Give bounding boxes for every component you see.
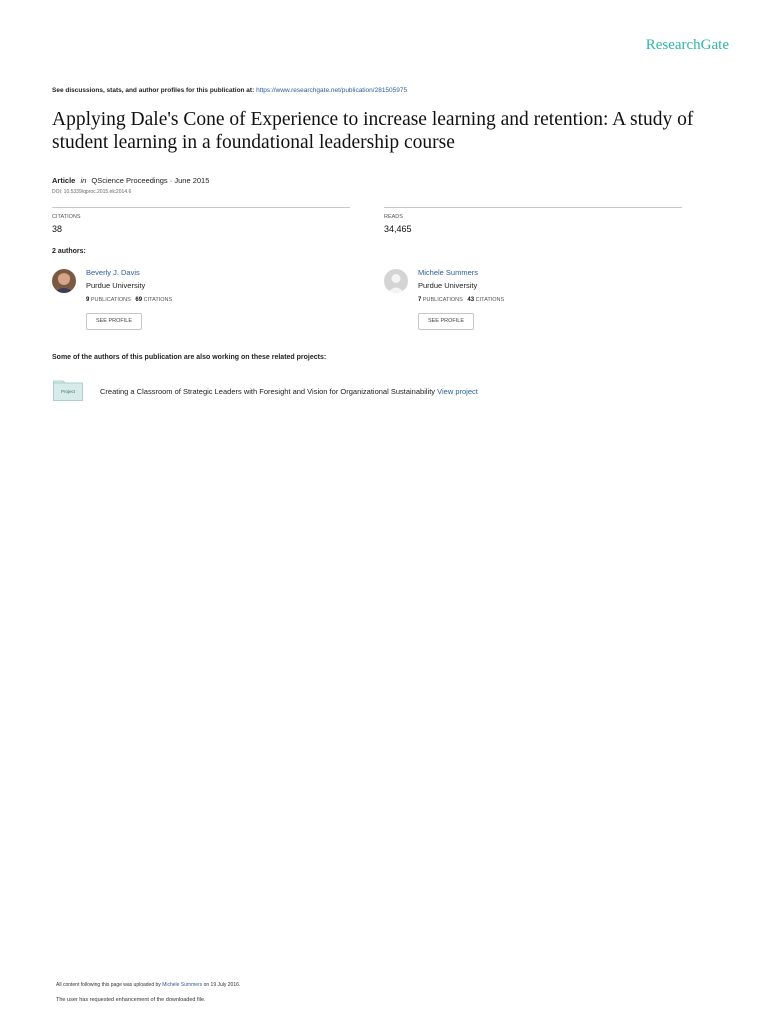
author-institution: Purdue University bbox=[86, 281, 146, 290]
journal-name[interactable]: QScience Proceedings bbox=[91, 176, 168, 185]
author-citations-count: 43 bbox=[467, 297, 475, 303]
author-avatar[interactable] bbox=[52, 269, 76, 293]
doi[interactable]: DOI: 10.5339/qproc.2015.elc2014.6 bbox=[52, 189, 132, 195]
article-type: Article bbox=[52, 176, 76, 185]
upload-prefix: All content following this page was uploaded by bbox=[56, 982, 161, 988]
authors-heading: 2 authors: bbox=[52, 248, 86, 255]
reads-value: 34,465 bbox=[384, 224, 412, 234]
author-citations-count: 69 bbox=[135, 297, 143, 303]
discussion-prefix: See discussions, stats, and author profiles for this publication at: bbox=[52, 87, 255, 94]
publication-url-link[interactable]: https://www.researchgate.net/publication/281505975 bbox=[256, 87, 408, 94]
discussion-line bbox=[52, 87, 407, 94]
see-profile-button[interactable]: SEE PROFILE bbox=[86, 313, 142, 330]
author-publications-label: PUBLICATIONS bbox=[422, 297, 463, 303]
author-citations-label: CITATIONS bbox=[475, 297, 505, 303]
related-projects-heading: Some of the authors of this publication are also working on these related projects: bbox=[52, 354, 327, 361]
author-institution: Purdue University bbox=[418, 281, 478, 290]
author-publications-count: 9 bbox=[86, 297, 90, 303]
uploader-link[interactable]: Michele Summers bbox=[162, 982, 203, 988]
author-avatar-placeholder[interactable] bbox=[384, 269, 408, 293]
view-project-link[interactable]: View project bbox=[437, 387, 478, 396]
publication-title: Applying Dale's Cone of Experience to increase learning and retention: A study of student learning in a foundational leadership course bbox=[52, 109, 694, 153]
upload-suffix: on 19 July 2016. bbox=[203, 982, 241, 988]
author-stats bbox=[86, 297, 172, 303]
see-profile-button[interactable]: SEE PROFILE bbox=[418, 313, 474, 330]
author-stats bbox=[418, 297, 504, 303]
divider-citations bbox=[52, 207, 350, 208]
author-publications-label: PUBLICATIONS bbox=[90, 297, 131, 303]
author-name-link[interactable]: Michele Summers bbox=[418, 268, 479, 277]
enhancement-note: The user has requested enhancement of the downloaded file. bbox=[56, 997, 206, 1003]
author-citations-label: CITATIONS bbox=[143, 297, 173, 303]
citations-label: CITATIONS bbox=[52, 214, 81, 220]
author-name-link[interactable]: Beverly J. Davis bbox=[86, 268, 140, 277]
project-title: Creating a Classroom of Strategic Leaders with Foresight and Vision for Organizational Sustainability bbox=[100, 387, 436, 396]
in-word: in bbox=[80, 176, 87, 185]
researchgate-logo[interactable]: ResearchGate bbox=[645, 37, 729, 53]
related-project bbox=[100, 387, 478, 396]
publication-date: · June 2015 bbox=[169, 176, 210, 185]
reads-label: READS bbox=[384, 214, 403, 220]
publication-meta bbox=[52, 176, 209, 185]
upload-note bbox=[56, 982, 240, 988]
project-folder-icon[interactable] bbox=[53, 380, 83, 401]
divider-reads bbox=[384, 207, 682, 208]
citations-value: 38 bbox=[52, 224, 63, 234]
author-publications-count: 7 bbox=[418, 297, 422, 303]
project-icon-label: Project bbox=[60, 389, 75, 394]
